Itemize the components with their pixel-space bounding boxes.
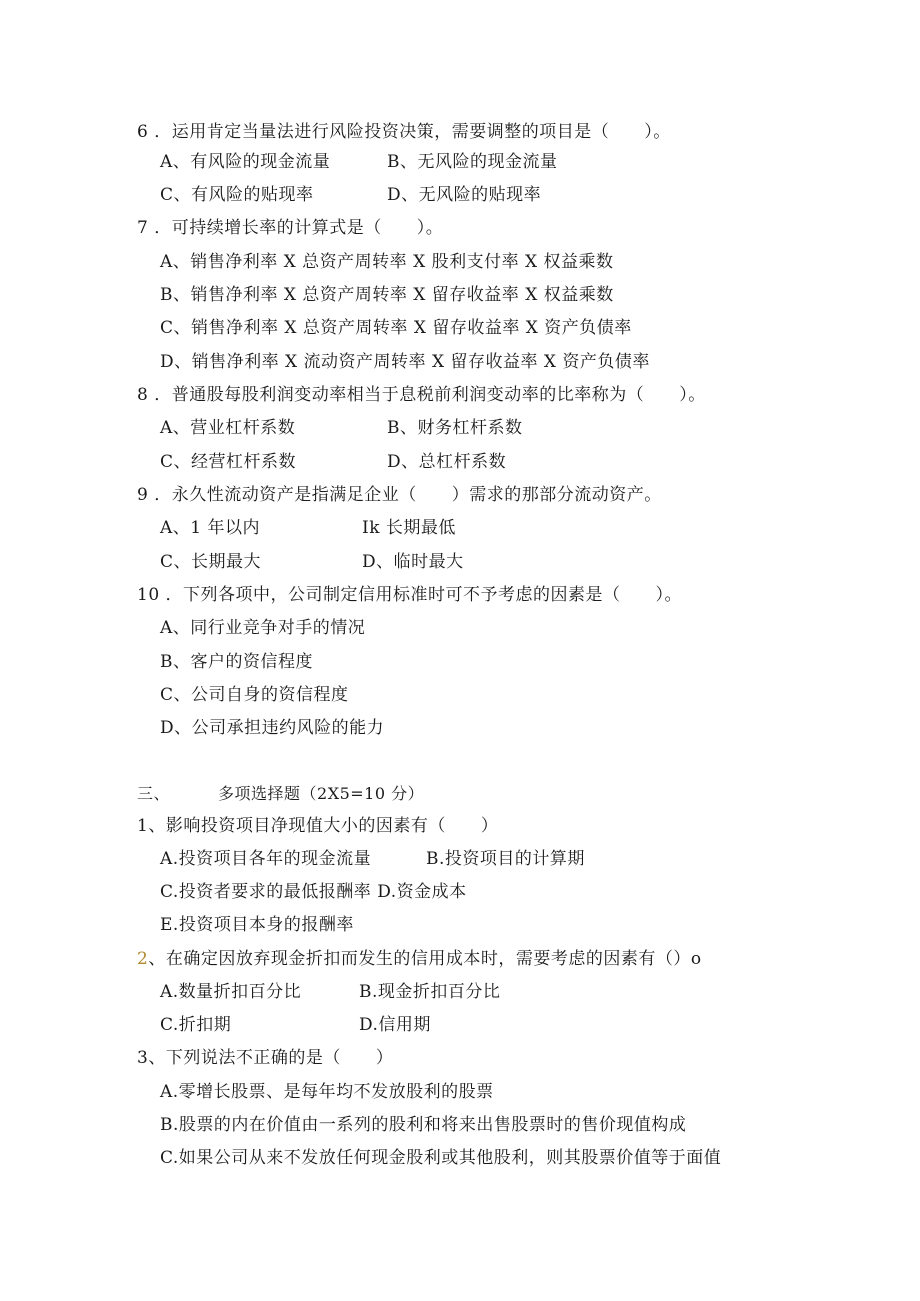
multi-question-3-stem: 3、下列说法不正确的是（ ） (137, 1048, 394, 1068)
multi-question-2-text: 、在确定因放弃现金折扣而发生的信用成本时，需要考虑的因素有（）o (148, 949, 702, 969)
question-10-option-c: C、公司自身的资信程度 (160, 685, 349, 705)
question-6-option-d: D、无风险的贴现率 (387, 185, 542, 205)
question-9-option-d: D、临时最大 (362, 552, 464, 572)
multi-question-1-option-e: E.投资项目本身的报酬率 (160, 915, 354, 935)
section-3-number: 三、 (137, 784, 171, 803)
question-7-option-a: A、销售净利率 X 总资产周转率 X 股利支付率 X 权益乘数 (160, 252, 614, 272)
multi-question-3-option-c: C.如果公司从来不发放任何现金股利或其他股利，则其股票价值等于面值 (160, 1148, 722, 1168)
section-3-heading (137, 783, 424, 805)
question-10-option-a: A、同行业竞争对手的情况 (160, 618, 366, 638)
question-7-option-d: D、销售净利率 X 流动资产周转率 X 留存收益率 X 资产负债率 (160, 352, 650, 372)
question-7-option-c: C、销售净利率 X 总资产周转率 X 留存收益率 X 资产负债率 (160, 318, 632, 338)
multi-question-1-stem: 1、影响投资项目净现值大小的因素有（ ） (137, 816, 499, 836)
question-8-option-c: C、经营杠杆系数 (160, 452, 297, 472)
question-8-option-b: B、财务杠杆系数 (387, 418, 523, 438)
multi-question-3-option-a: A.零增长股票、是每年均不发放股利的股票 (160, 1082, 494, 1102)
multi-question-2-number: 2 (137, 949, 149, 969)
question-10-stem: 10 ．下列各项中，公司制定信用标准时可不予考虑的因素是（ ）。 (137, 585, 683, 605)
multi-question-3-option-b: B.股票的内在价值由一系列的股利和将来出售股票时的售价现值构成 (160, 1115, 687, 1135)
question-7-option-b: B、销售净利率 X 总资产周转率 X 留存收益率 X 权益乘数 (160, 285, 614, 305)
question-6-option-c: C、有风险的贴现率 (160, 185, 314, 205)
question-8-stem: 8 ．普通股每股利润变动率相当于息税前利润变动率的比率称为（ ）。 (137, 385, 706, 405)
question-8-option-d: D、总杠杆系数 (387, 452, 507, 472)
section-3-title: 多项选择题（2X5=10 分） (218, 784, 425, 803)
question-7-stem: 7 ．可持续增长率的计算式是（ ）。 (137, 218, 444, 238)
question-10-option-d: D、公司承担违约风险的能力 (160, 718, 385, 738)
multi-question-2-option-d: D.信用期 (359, 1015, 431, 1035)
question-9-option-c: C、长期最大 (160, 552, 262, 572)
multi-question-1-option-cd: C.投资者要求的最低报酬率 D.资金成本 (160, 882, 467, 902)
question-9-stem: 9 ．永久性流动资产是指满足企业（ ）需求的那部分流动资产。 (137, 485, 662, 505)
multi-question-2-stem (137, 948, 702, 970)
multi-question-1-option-a: A.投资项目各年的现金流量 (160, 849, 372, 869)
multi-question-1-option-b: B.投资项目的计算期 (426, 849, 585, 869)
multi-question-2-option-a: A.数量折扣百分比 (160, 982, 302, 1002)
question-6-option-b: B、无风险的现金流量 (387, 152, 558, 172)
multi-question-2-option-c: C.折扣期 (160, 1015, 232, 1035)
question-10-option-b: B、客户的资信程度 (160, 652, 313, 672)
question-9-option-a: A、1 年以内 (160, 518, 260, 538)
question-9-option-b: Ik 长期最低 (362, 518, 456, 538)
question-8-option-a: A、营业杠杆系数 (160, 418, 296, 438)
question-6-stem: 6 ．运用肯定当量法进行风险投资决策，需要调整的项目是（ ）。 (137, 122, 671, 142)
question-6-option-a: A、有风险的现金流量 (160, 152, 331, 172)
multi-question-2-option-b: B.现金折扣百分比 (359, 982, 501, 1002)
